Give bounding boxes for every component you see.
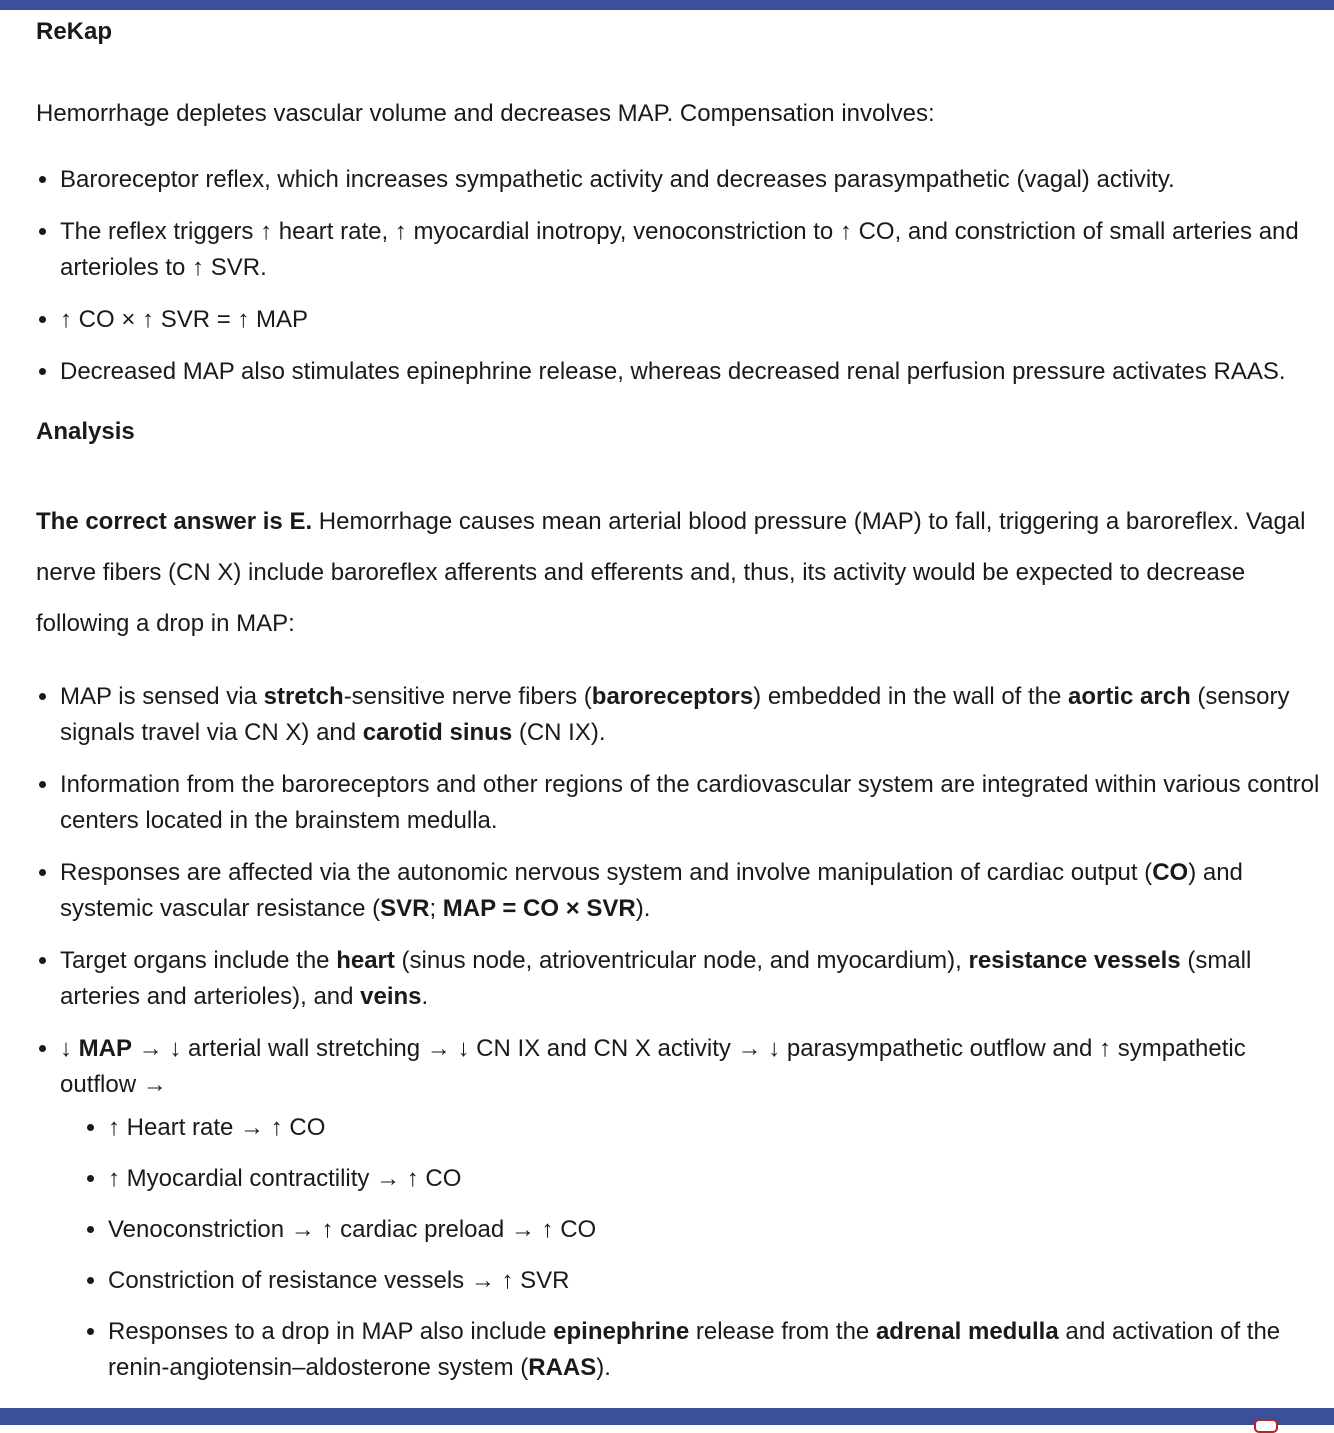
text-segment: Information from the baroreceptors and other regions of the cardiovascular system are integrated within various control centers located in the brainstem medulla. — [60, 771, 1320, 834]
list-item — [60, 679, 1326, 751]
list-item — [108, 1161, 1326, 1197]
text-segment: → ↓ arterial wall stretching → ↓ CN IX and CN X activity → ↓ parasympathetic outflow and ↑ sympathetic outflow → — [60, 1035, 1246, 1098]
text-segment: ↑ Heart rate → ↑ CO — [108, 1114, 326, 1141]
text-segment: (small arteries and arterioles), and — [60, 947, 1252, 1010]
bold-term: stretch — [263, 683, 344, 710]
bold-term: RAAS — [528, 1354, 597, 1381]
bold-term: MAP — [78, 1035, 133, 1062]
text-segment: ). — [596, 1354, 611, 1381]
text-segment: ) and systemic vascular resistance ( — [60, 859, 1243, 922]
analysis-list — [36, 679, 1326, 1386]
list-item — [60, 354, 1326, 390]
list-item — [60, 1031, 1326, 1386]
analysis-lead-text: Hemorrhage causes mean arterial blood pressure (MAP) to fall, triggering a baroreflex. Vagal nerve fibers (CN X) include baroreflex afferents and efferents and, thus, its activity would be expected to decrease following a drop in MAP: — [36, 508, 1306, 637]
text-segment: and activation of the renin-angiotensin–aldosterone system ( — [108, 1318, 1281, 1381]
list-item — [60, 767, 1326, 839]
analysis-heading: Analysis — [36, 418, 135, 445]
text-segment: MAP is sensed via — [60, 683, 264, 710]
sub-list — [60, 1110, 1326, 1386]
text-segment: (sinus node, atrioventricular node, and myocardium), — [394, 947, 969, 974]
text-segment: . — [421, 983, 429, 1010]
text-segment: Venoconstriction → ↑ cardiac preload → ↑ CO — [108, 1216, 597, 1243]
bold-term: carotid sinus — [362, 719, 513, 746]
bold-term: epinephrine — [553, 1318, 690, 1345]
explanation-content — [36, 14, 1326, 1401]
rekap-list — [36, 162, 1326, 390]
list-item — [108, 1110, 1326, 1146]
bottom-bar — [0, 1408, 1334, 1425]
text-segment: release from the — [689, 1318, 876, 1345]
bold-term: MAP = CO × SVR — [442, 895, 636, 922]
text-segment: ↓ — [60, 1035, 79, 1062]
text-segment: (CN IX). — [512, 719, 606, 746]
bold-term: veins — [360, 983, 422, 1010]
text-segment: ; — [429, 895, 443, 922]
rekap-heading: ReKap — [36, 18, 113, 45]
bold-term: SVR — [380, 895, 430, 922]
list-item — [108, 1263, 1326, 1299]
text-segment: Constriction of resistance vessels → ↑ SVR — [108, 1267, 570, 1294]
text-segment: ↑ Myocardial contractility → ↑ CO — [108, 1165, 462, 1192]
text-segment: (sensory signals travel via CN X) and — [60, 683, 1290, 746]
text-segment: ↑ CO × ↑ SVR = ↑ MAP — [60, 306, 309, 333]
list-item — [60, 943, 1326, 1015]
notification-badge — [1254, 1419, 1278, 1433]
bold-term: adrenal medulla — [875, 1318, 1059, 1345]
rekap-intro: Hemorrhage depletes vascular volume and decreases MAP. Compensation involves: — [36, 100, 935, 127]
list-item — [60, 214, 1326, 286]
text-segment: -sensitive nerve fibers ( — [343, 683, 592, 710]
bold-term: aortic arch — [1068, 683, 1191, 710]
text-segment: The reflex triggers ↑ heart rate, ↑ myocardial inotropy, venoconstriction to ↑ CO, and constriction of small arteries and arterioles to ↑ SVR. — [60, 218, 1299, 281]
text-segment: Baroreceptor reflex, which increases sympathetic activity and decreases parasympathetic (vagal) activity. — [60, 166, 1175, 193]
list-item — [60, 855, 1326, 927]
text-segment: Decreased MAP also stimulates epinephrine release, whereas decreased renal perfusion pressure activates RAAS. — [60, 358, 1286, 385]
bold-term: heart — [336, 947, 395, 974]
text-segment: Target organs include the — [60, 947, 337, 974]
top-bar — [0, 0, 1334, 10]
bold-term: baroreceptors — [591, 683, 754, 710]
analysis-paragraph — [36, 496, 1326, 649]
text-segment: Responses are affected via the autonomic nervous system and involve manipulation of cardiac output ( — [60, 859, 1153, 886]
list-item — [108, 1314, 1326, 1386]
text-segment: Responses to a drop in MAP also include — [108, 1318, 554, 1345]
list-item — [108, 1212, 1326, 1248]
bold-term: resistance vessels — [968, 947, 1181, 974]
list-item — [60, 302, 1326, 338]
text-segment: ). — [635, 895, 651, 922]
bold-term: CO — [1152, 859, 1189, 886]
text-segment: ) embedded in the wall of the — [753, 683, 1069, 710]
correct-answer-label: The correct answer is E. — [36, 508, 313, 535]
list-item — [60, 162, 1326, 198]
